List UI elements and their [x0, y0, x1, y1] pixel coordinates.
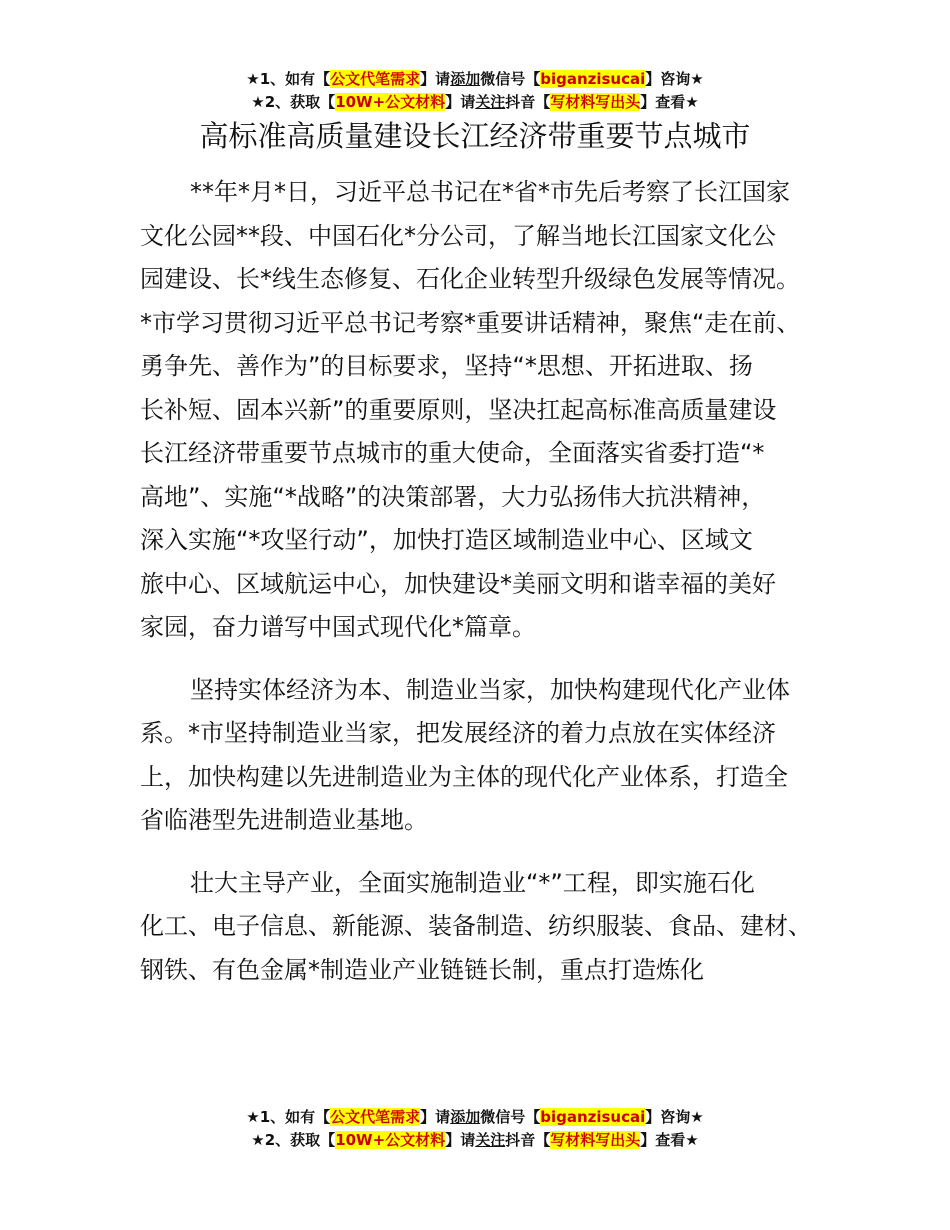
highlight-materials: 10W+公文材料: [335, 93, 446, 111]
text-line: 家园，奋力谱写中国式现代化*篇章。: [140, 613, 536, 641]
text-line: 上，加快构建以先进制造业为主体的现代化产业体系，打造全: [140, 762, 788, 791]
banner-text: ★2、获取【: [251, 1131, 336, 1149]
document-title: 高标准高质量建设长江经济带重要节点城市: [199, 119, 751, 153]
banner-text: 抖音【: [505, 1131, 551, 1149]
banner-text: ★1、如有【: [246, 70, 331, 88]
banner-text: 】查看★: [640, 93, 699, 111]
banner-line-1: [0, 1106, 950, 1129]
banner-text: 】请: [420, 1108, 451, 1126]
text-line: 钢铁、有色金属*制造业产业链链长制，重点打造炼化: [140, 955, 704, 984]
text-line: 高地”、实施“*战略”的决策部署，大力弘扬伟大抗洪精神，: [140, 482, 766, 511]
underlined-word: 添加: [450, 70, 481, 88]
text-line: 园建设、长*线生态修复、石化企业转型升级绿色发展等情况。: [140, 265, 800, 293]
text-line: 深入实施“*攻坚行动”，加快打造区域制造业中心、区域文: [140, 526, 753, 554]
text-line: 勇争先、善作为”的目标要求，坚持“*思想、开拓进取、扬: [140, 352, 753, 380]
text-line: 省临港型先进制造业基地。: [140, 806, 428, 834]
banner-text: 抖音【: [505, 93, 551, 111]
highlight-service: 公文代笔需求: [330, 70, 421, 88]
banner-line-2: [0, 1129, 950, 1152]
underlined-word: 关注: [475, 1131, 506, 1149]
highlight-materials: 10W+公文材料: [335, 1131, 446, 1149]
banner-text: 】查看★: [640, 1131, 699, 1149]
text-line: 化工、电子信息、新能源、装备制造、纺织服装、食品、建材、: [140, 912, 812, 940]
banner-text: ★2、获取【: [251, 93, 336, 111]
document-body: [140, 171, 830, 1011]
banner-text: 】咨询★: [645, 1108, 704, 1126]
banner-text: 】咨询★: [645, 70, 704, 88]
text-line: 文化公园**段、中国石化*分公司，了解当地长江国家文化公: [140, 221, 776, 250]
paragraph-1: [140, 171, 830, 650]
header-banner: [0, 68, 950, 114]
highlight-wechat-id: biganzisucai: [540, 1108, 646, 1126]
highlight-douyin-account: 写材料写出头: [550, 93, 641, 111]
banner-line-2: [0, 91, 950, 114]
text-line: *市学习贯彻习近平总书记考察*重要讲话精神，聚焦“走在前、: [140, 308, 801, 337]
banner-text: 】请: [445, 1131, 476, 1149]
banner-text: 】请: [445, 93, 476, 111]
highlight-service: 公文代笔需求: [330, 1108, 421, 1126]
banner-text: 】请: [420, 70, 451, 88]
text-line: 坚持实体经济为本、制造业当家，加快构建现代化产业体: [190, 675, 790, 704]
underlined-word: 添加: [450, 1108, 481, 1126]
text-line: 壮大主导产业，全面实施制造业“*”工程，即实施石化: [190, 868, 755, 897]
text-line: **年*月*日，习近平总书记在*省*市先后考察了长江国家: [190, 178, 790, 206]
text-line: 长江经济带重要节点城市的重大使命，全面落实省委打造“*: [140, 439, 765, 467]
banner-text: ★1、如有【: [246, 1108, 331, 1126]
underlined-word: 关注: [475, 93, 506, 111]
paragraph-3: [140, 862, 830, 993]
banner-line-1: [0, 68, 950, 91]
footer-banner: [0, 1106, 950, 1152]
banner-text: 微信号【: [480, 70, 541, 88]
banner-text: 微信号【: [480, 1108, 541, 1126]
text-line: 长补短、固本兴新”的重要原则，坚决扛起高标准高质量建设: [140, 395, 777, 424]
text-line: 系。*市坚持制造业当家，把发展经济的着力点放在实体经济: [140, 719, 776, 747]
highlight-douyin-account: 写材料写出头: [550, 1131, 641, 1149]
highlight-wechat-id: biganzisucai: [540, 70, 646, 88]
text-line: 旅中心、区域航运中心，加快建设*美丽文明和谐幸福的美好: [140, 569, 776, 598]
paragraph-2: [140, 669, 830, 843]
